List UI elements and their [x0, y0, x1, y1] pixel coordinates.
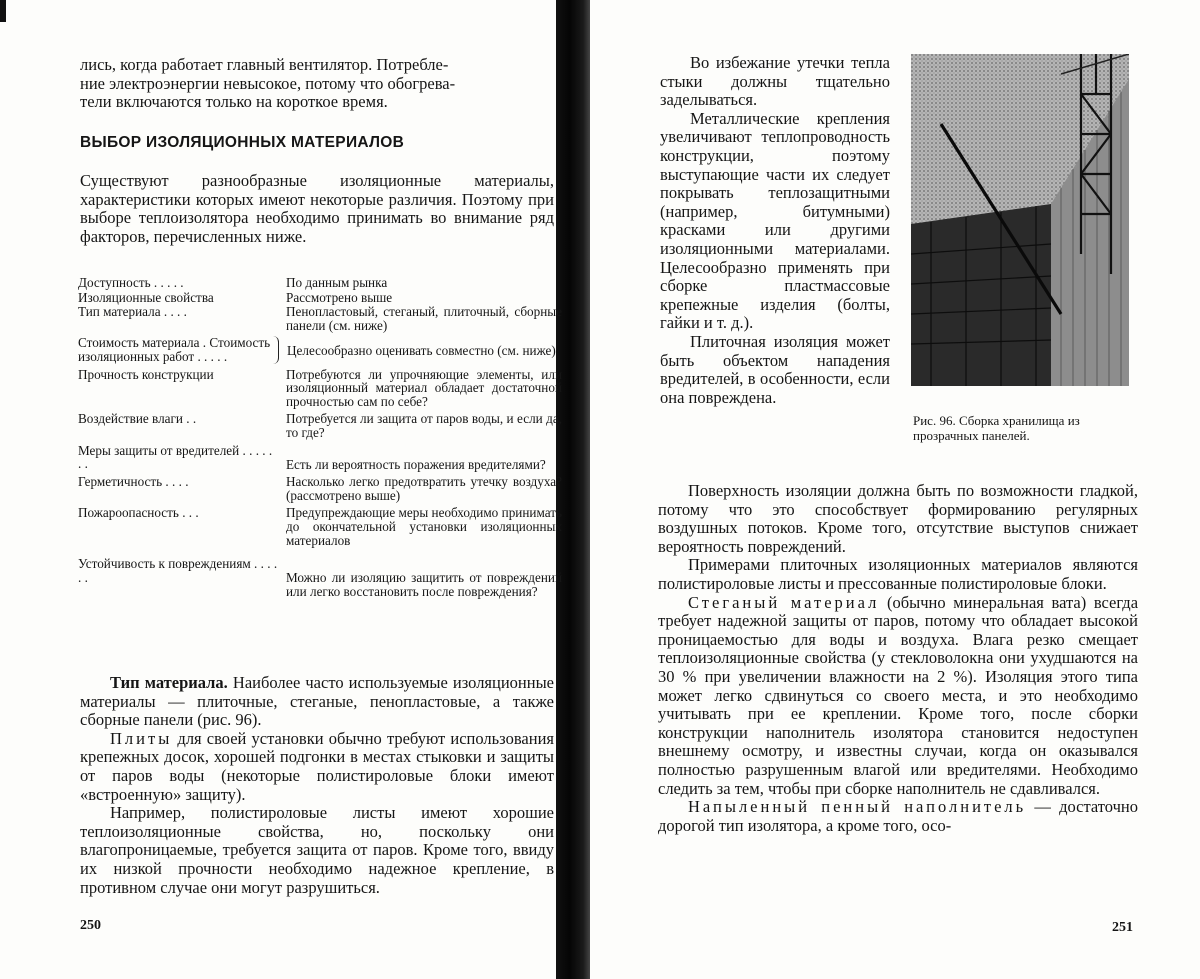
factor-note: Есть ли вероятность поражения вредителями? — [286, 456, 546, 472]
paragraph-text: Существуют разнообразные изоляционные материалы, характеристики которых имеют некоторые различия. Поэтому при выборе теплоизолятора необходимо принимать во внимание ряд факторов, перечисленных ниже. — [80, 171, 554, 246]
material-type-heading: Тип материала. — [110, 673, 228, 692]
scan-edge-mark — [0, 0, 6, 22]
factor-note: Насколько легко предотвратить утечку воздуха? (рассмотрено выше) — [286, 474, 562, 503]
section-heading: ВЫБОР ИЗОЛЯЦИОННЫХ МАТЕРИАЛОВ — [80, 134, 405, 151]
plates-text: для своей установки обычно требуют использования крепежных досок, хорошей подгонки в местах стыковки и защиты от паров воды (некоторые полистироловые блоки имеют «встроенную» защиту). — [80, 728, 554, 804]
joints-paragraph: Во избежание утечки тепла стыки должны тщательно заделываться. — [660, 53, 890, 110]
quilted-text: (обычно минеральная вата) всегда требует надежной защиты от паров, потому что обладает высокой проницаемостью для воды и воздуха. Влага резко смещает теплоизоляционные свойства (у стекловолокна они ухудшаются на 30 % при увеличении влажности на 2 %). Изоляция этого типа может легко сдвинуться со своего места, и это необходимо учитывать при ее креплении. Кроме того, после сборки конструкции наполнитель изолятора становится недоступен внешнему осмотру, и известны случаи, когда он оказывался полностью разрушенным влагой или вредителями. Необходимо следить за тем, чтобы при сборке наполнитель не сдавливался. — [658, 592, 1139, 798]
factor-name: Герметичность . . . . — [78, 474, 189, 490]
foam-paragraph — [658, 798, 1138, 835]
factor-row — [78, 368, 562, 409]
factor-note: Предупреждающие меры необходимо принимать до окончательной установки изоляционных материалов — [286, 505, 562, 548]
factor-note: Пенопластовый, стеганый, плиточный, сборные панели (см. ниже) — [286, 304, 562, 333]
factor-row — [78, 305, 562, 332]
factor-row — [78, 412, 562, 439]
factors-table — [78, 276, 562, 602]
page-number-left: 250 — [80, 918, 101, 933]
material-type-paragraph — [80, 674, 554, 730]
quilted-term: Стеганый материал — [688, 592, 880, 612]
foam-text: — достаточно дорогой тип изолятора, а кроме того, осо- — [658, 797, 1138, 835]
plates-paragraph — [80, 730, 554, 804]
factor-note: Потребуется ли защита от паров воды, и если да, то где? — [286, 411, 562, 440]
wide-column — [658, 482, 1138, 835]
factor-note: Можно ли изоляцию защитить от повреждений или легко восстановить после повреждения? — [286, 570, 562, 599]
foam-term: Напыленный пенный наполнитель — [688, 797, 1027, 817]
factor-note: Рассмотрено выше — [286, 289, 393, 305]
figure-96-photo — [911, 54, 1129, 386]
factor-row — [78, 557, 562, 598]
quilted-paragraph — [658, 594, 1138, 799]
surface-paragraph: Поверхность изоляции должна быть по возможности гладкой, потому что это способствует формированию регулярных воздушных потоков. Кроме того, отсутствие выступов снижает вероятность повреждений. — [658, 481, 1138, 556]
narrow-column — [660, 54, 890, 407]
storage-assembly-image — [911, 54, 1129, 386]
factor-row — [78, 475, 562, 502]
factor-name: Изоляционные свойства — [78, 289, 214, 305]
factor-note: Потребуются ли упрочняющие элементы, или изоляционный материал обладает достаточной прочностью сам по себе? — [286, 366, 562, 409]
metal-fasteners-paragraph: Металлические крепления увеличивают теплопроводность конструкции, поэтому выступающие части их следует покрывать теплозащитными (например, битумными) красками или другими изоляционными материалами. Целесообразно применять при сборке пластмассовые крепежные изделия (болты, гайки и т. д.). — [660, 108, 890, 333]
factor-row — [78, 291, 562, 305]
example-paragraph: Например, полистироловые листы имеют хорошие теплоизоляционные свойства, но, поскольку они влагопроницаемые, требуется защита от паров. Кроме того, ввиду их низкой прочности необходимо надежное крепление, в противном случае они могут разрушиться. — [80, 803, 554, 897]
factor-row — [78, 444, 562, 472]
material-type-text: Наиболее часто используемые изоляционные материалы — плиточные, стеганые, пенопластовые, а также сборные панели (рис. 96). — [80, 673, 555, 730]
intro-text — [80, 56, 554, 112]
intro-line: лись, когда работает главный вентилятор. Потребле- — [80, 55, 449, 74]
factor-note: Целесообразно оценивать совместно (см. ниже) — [287, 343, 556, 359]
factor-name: Устойчивость к повреждениям . . . . . . — [78, 556, 278, 585]
factor-name: Стоимость материала . Стоимость изоляционных работ . . . . . — [78, 336, 279, 363]
factor-note: По данным рынка — [286, 275, 388, 290]
pests-paragraph: Плиточная изоляция может быть объектом нападения вредителей, в особенности, если она повреждена. — [660, 331, 890, 407]
intro-line: ние электроэнергии невысокое, потому что обогрева- — [80, 73, 456, 93]
examples-paragraph: Примерами плиточных изоляционных материалов являются полистироловые листы и прессованные полистироловые блоки. — [658, 555, 1138, 593]
intro-line: тели включаются только на короткое время. — [80, 92, 388, 112]
factor-row — [78, 506, 562, 547]
factor-name: Тип материала . . . . — [78, 304, 187, 320]
material-types-section — [80, 674, 554, 897]
factor-name: Прочность конструкции — [78, 366, 214, 382]
plates-term: Плиты — [110, 728, 173, 748]
factor-row — [78, 336, 562, 363]
factor-name: Воздействие влаги . . — [78, 411, 197, 427]
factor-name: Доступность . . . . . — [78, 275, 184, 290]
figure-caption: Рис. 96. Сборка хранилища из прозрачных панелей. — [913, 413, 1080, 443]
page-number-right: 251 — [1112, 920, 1133, 935]
paragraph-intro — [80, 172, 554, 246]
factor-name: Меры защиты от вредителей . . . . . . . — [78, 442, 273, 472]
factor-name: Пожароопасность . . . — [78, 505, 199, 521]
factor-row — [78, 276, 562, 290]
